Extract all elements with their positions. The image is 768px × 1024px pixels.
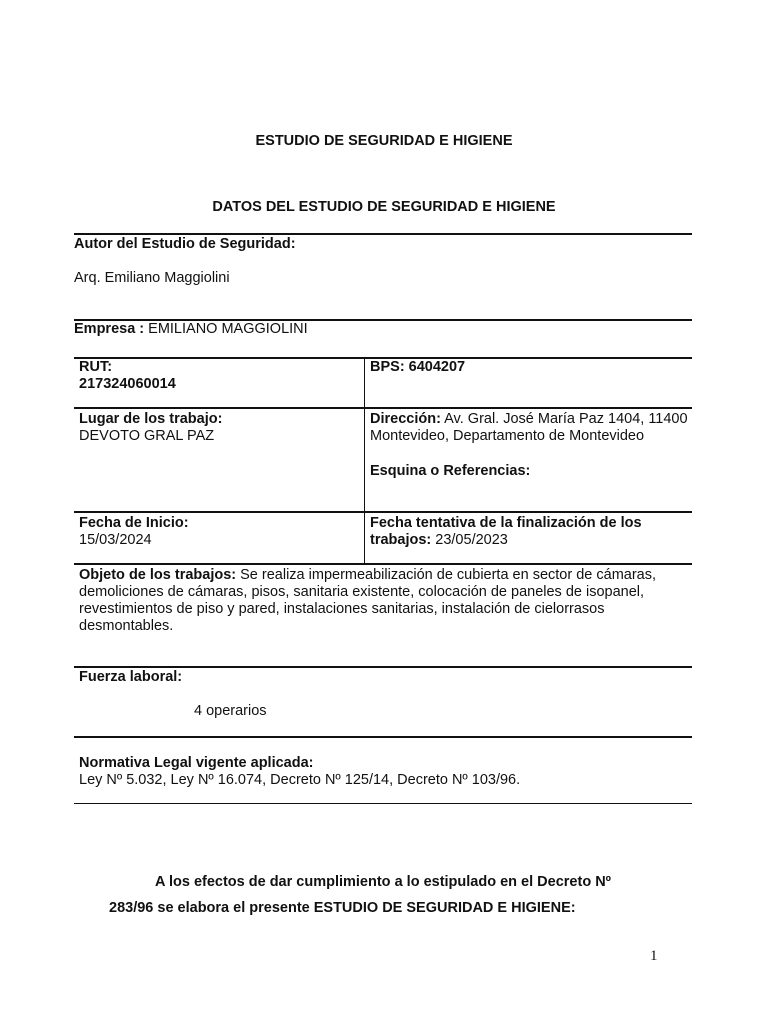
divider — [74, 666, 692, 668]
author-label — [74, 236, 692, 253]
divider — [74, 563, 692, 565]
author-label-text: Autor del Estudio de Seguridad: — [74, 236, 296, 252]
end-date-value: 23/05/2023 — [431, 532, 508, 548]
section-title: DATOS DEL ESTUDIO DE SEGURIDAD E HIGIENE — [212, 199, 556, 215]
start-date-label: Fecha de Inicio: — [79, 515, 189, 531]
work-place-label: Lugar de los trabajo: — [79, 411, 223, 427]
regulation-value: Ley Nº 5.032, Ley Nº 16.074, Decreto Nº 125/14, Decreto Nº 103/96. — [79, 772, 521, 788]
end-date-cell — [370, 515, 688, 549]
divider — [74, 407, 692, 409]
regulation-section — [79, 755, 697, 789]
bps-cell: BPS: 6404207 — [370, 359, 466, 375]
company-row — [74, 321, 692, 338]
start-date-cell — [79, 515, 359, 549]
corner-label: Esquina o Referencias: — [370, 463, 531, 479]
object-value: Se realiza impermeabilización de cubierta en sector de cámaras, demoliciones de cámaras, pisos, sanitaria existente, colocación de paneles de isopanel, revestimientos de piso y pared, instalaciones sanitarias, instalación de cielorrasos desmontables. — [79, 567, 657, 634]
document-title: ESTUDIO DE SEGURIDAD E HIGIENE — [255, 133, 513, 149]
divider — [74, 511, 692, 513]
work-place-cell — [79, 411, 359, 445]
regulation-label: Normativa Legal vigente aplicada: — [79, 755, 314, 771]
divider — [74, 233, 692, 235]
address-text — [370, 411, 688, 445]
object-section — [79, 567, 689, 635]
start-date-value: 15/03/2024 — [79, 532, 152, 548]
divider — [74, 803, 692, 804]
object-label: Objeto de los trabajos: — [79, 567, 237, 583]
rut-value: 217324060014 — [79, 376, 176, 392]
end-date-label: Fecha tentativa de la finalización de los trabajos: — [370, 515, 642, 548]
workforce-label — [79, 669, 697, 686]
rut-label: RUT: — [79, 359, 113, 375]
page-number: 1 — [650, 948, 658, 964]
column-divider — [364, 511, 365, 563]
address-label: Dirección: — [370, 411, 441, 427]
rut-cell — [79, 359, 359, 393]
address-cell — [370, 411, 688, 480]
column-divider — [364, 357, 365, 407]
closing-line-2: 283/96 se elabora el presente ESTUDIO DE SEGURIDAD E HIGIENE: — [109, 900, 576, 916]
closing-line-1: A los efectos de dar cumplimiento a lo estipulado en el Decreto Nº — [155, 874, 611, 890]
company-value: EMILIANO MAGGIOLINI — [144, 321, 308, 337]
author-value: Arq. Emiliano Maggiolini — [74, 270, 230, 286]
workforce-value: 4 operarios — [194, 703, 267, 719]
address-value: Av. Gral. José María Paz 1404, 11400 Montevideo, Departamento de Montevideo — [370, 411, 688, 444]
company-label: Empresa : — [74, 321, 145, 337]
divider — [74, 736, 692, 738]
column-divider — [364, 407, 365, 511]
workforce-label-text: Fuerza laboral: — [79, 669, 183, 685]
work-place-value: DEVOTO GRAL PAZ — [79, 428, 215, 444]
